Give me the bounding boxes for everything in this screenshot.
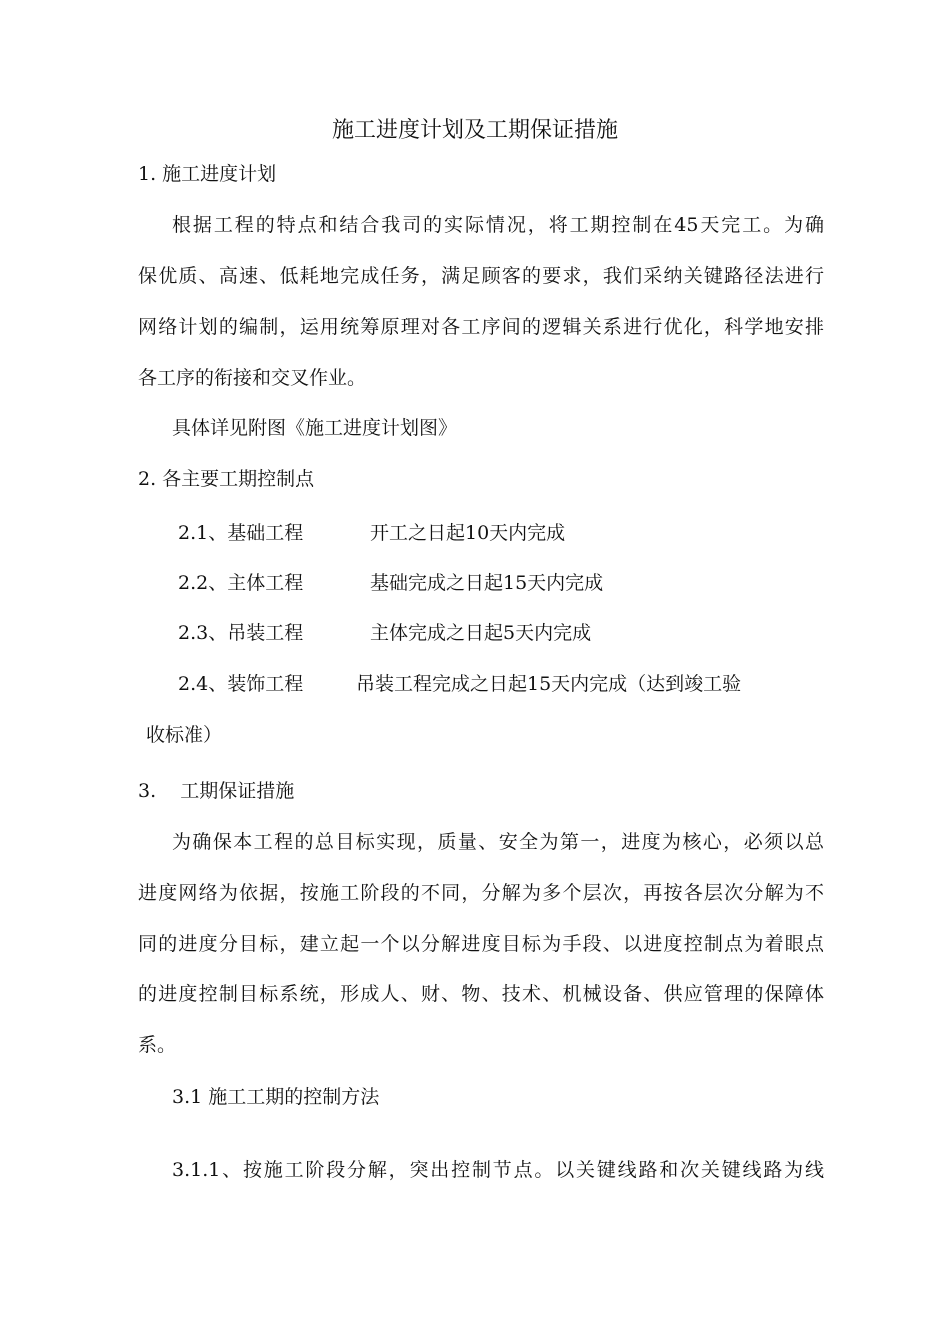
section-1-paragraph-line-1: 根据工程的特点和结合我司的实际情况，将工期控制在45天完工。为确 bbox=[172, 214, 824, 236]
control-point-value: 开工之日起10天内完成 bbox=[370, 522, 566, 544]
section-1-paragraph-line-3: 网络计划的编制，运用统筹原理对各工序间的逻辑关系进行优化，科学地安排 bbox=[138, 316, 824, 338]
section-3-paragraph-line-1: 为确保本工程的总目标实现，质量、安全为第一，进度为核心，必须以总 bbox=[172, 831, 824, 853]
section-1-paragraph-line-2: 保优质、高速、低耗地完成任务，满足顾客的要求，我们采纳关键路径法进行 bbox=[138, 265, 824, 287]
control-point-label: 2.4、装饰工程 bbox=[178, 673, 304, 695]
section-1-paragraph-line-4: 各工序的衔接和交叉作业。 bbox=[138, 367, 367, 389]
subsection-3-1-1-paragraph: 3.1.1、按施工阶段分解，突出控制节点。以关键线路和次关键线路为线 bbox=[172, 1159, 824, 1181]
section-3-paragraph-line-5: 系。 bbox=[138, 1034, 177, 1056]
control-point-value: 主体完成之日起5天内完成 bbox=[370, 622, 592, 644]
control-point-value: 吊装工程完成之日起15天内完成（达到竣工验 bbox=[356, 673, 742, 695]
section-3-paragraph-line-3: 同的进度分目标，建立起一个以分解进度目标为手段、以进度控制点为着眼点 bbox=[138, 933, 824, 955]
section-3-heading: 3. 工期保证措施 bbox=[138, 780, 295, 802]
control-point-label: 2.2、主体工程 bbox=[178, 572, 304, 594]
section-3-paragraph-line-2: 进度网络为依据，按施工阶段的不同，分解为多个层次，再按各层次分解为不 bbox=[138, 882, 824, 904]
control-point-value: 基础完成之日起15天内完成 bbox=[370, 572, 604, 594]
control-point-label: 2.1、基础工程 bbox=[178, 522, 304, 544]
section-2-heading: 2. 各主要工期控制点 bbox=[138, 468, 315, 490]
document-title: 施工进度计划及工期保证措施 bbox=[331, 118, 618, 143]
section-1-detail: 具体详见附图《施工进度计划图》 bbox=[172, 417, 458, 439]
control-point-label: 2.3、吊装工程 bbox=[178, 622, 304, 644]
subsection-3-1-heading: 3.1 施工工期的控制方法 bbox=[172, 1086, 380, 1108]
section-1-heading: 1. 施工进度计划 bbox=[138, 163, 277, 185]
section-3-paragraph-line-4: 的进度控制目标系统，形成人、财、物、技术、机械设备、供应管理的保障体 bbox=[138, 983, 824, 1005]
control-point-continuation: 收标准） bbox=[146, 724, 223, 746]
